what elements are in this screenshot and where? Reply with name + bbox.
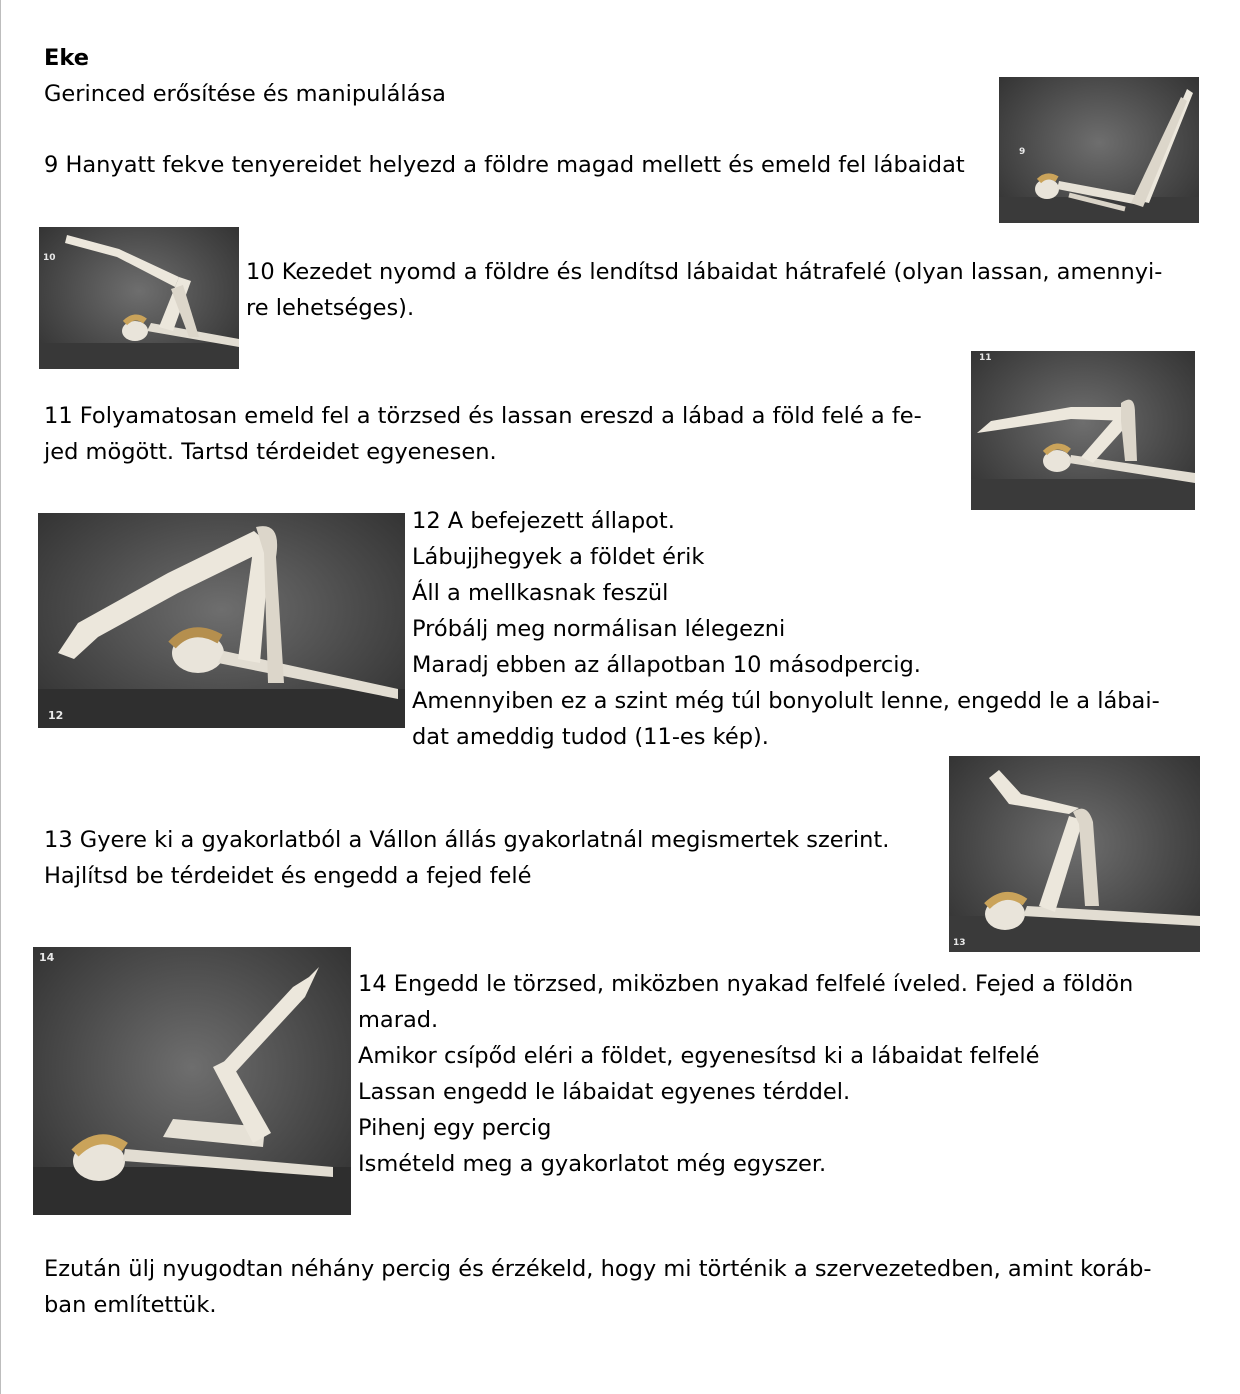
photo-step-12 [38,513,405,728]
step-14-line-3: Amikor csípőd eléri a földet, egyenesítsd ki a lábaidat felfelé [358,1043,1040,1069]
pose-12-illustration [38,513,405,728]
photo-step-13 [949,756,1200,952]
page-left-border [0,0,1,1394]
page-subtitle: Gerinced erősítése és manipulálása [44,81,446,107]
step-14-text [358,966,1133,1182]
photo-number-11: 11 [979,353,992,363]
photo-number-13: 13 [953,938,966,948]
step-9-text: 9 Hanyatt fekve tenyereidet helyezd a földre magad mellett és emeld fel lábaidat [44,152,965,178]
pose-13-illustration [949,756,1200,952]
step-10-line-1: 10 Kezedet nyomd a földre és lendítsd lábaidat hátrafelé (olyan lassan, amennyi- [246,259,1163,285]
step-14-line-2: marad. [358,1007,439,1033]
step-13-text [44,822,889,894]
photo-number-9: 9 [1019,147,1026,157]
closing-text [44,1251,1152,1323]
pose-11-illustration [971,351,1195,510]
pose-9-illustration [999,77,1199,223]
step-12-line-3: Áll a mellkasnak feszül [412,580,669,606]
step-12-line-7: dat ameddig tudod (11-es kép). [412,724,769,750]
step-12-text [412,503,1160,755]
photo-step-10 [39,227,239,369]
step-14-line-6: Ismételd meg a gyakorlatot még egyszer. [358,1151,827,1177]
step-11-line-2: jed mögött. Tartsd térdeidet egyenesen. [44,439,497,465]
step-12-line-1: 12 A befejezett állapot. [412,508,675,534]
step-12-line-6: Amennyiben ez a szint még túl bonyolult lenne, engedd le a lábai- [412,688,1160,714]
step-11-line-1: 11 Folyamatosan emeld fel a törzsed és lassan ereszd a lábad a föld felé a fe- [44,403,922,429]
step-10-line-2: re lehetséges). [246,295,415,321]
photo-number-10: 10 [43,253,56,263]
photo-step-14 [33,947,351,1215]
step-12-line-2: Lábujjhegyek a földet érik [412,544,705,570]
pose-10-illustration [39,227,239,369]
pose-14-illustration [33,947,351,1215]
photo-step-11 [971,351,1195,510]
step-12-line-4: Próbálj meg normálisan lélegezni [412,616,786,642]
step-14-line-4: Lassan engedd le lábaidat egyenes térddel. [358,1079,851,1105]
page-title: Eke [44,45,89,71]
photo-step-9 [999,77,1199,223]
step-13-line-1: 13 Gyere ki a gyakorlatból a Vállon állás gyakorlatnál megismertek szerint. [44,827,890,853]
step-13-line-2: Hajlítsd be térdeidet és engedd a fejed felé [44,863,532,889]
step-12-line-5: Maradj ebben az állapotban 10 másodpercig. [412,652,921,678]
step-10-text [246,254,1162,326]
closing-line-2: ban említettük. [44,1292,217,1318]
step-14-line-1: 14 Engedd le törzsed, miközben nyakad felfelé íveled. Fejed a földön [358,971,1134,997]
step-11-text [44,398,922,470]
photo-number-12: 12 [48,709,64,722]
closing-line-1: Ezután ülj nyugodtan néhány percig és érzékeld, hogy mi történik a szervezetedben, amint koráb- [44,1256,1152,1282]
photo-number-14: 14 [39,951,55,964]
step-14-line-5: Pihenj egy percig [358,1115,552,1141]
